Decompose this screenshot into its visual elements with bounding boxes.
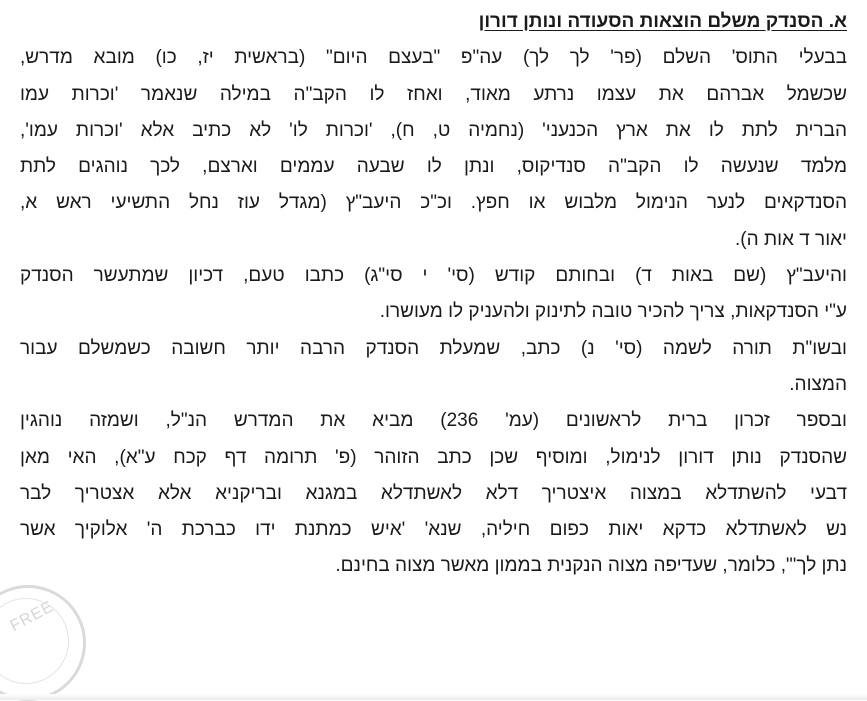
paragraph-line: המצוה. bbox=[789, 373, 847, 395]
document-body bbox=[20, 4, 847, 585]
section-heading: א. הסנדק משלם הוצאות הסעודה ונותן דורון bbox=[478, 11, 847, 32]
paragraph-line: ובשו"ת תורה לשמה (סי' נ) כתב, שמעלת הסנדק הרבה יותר חשובה כשמשלם עבור bbox=[20, 337, 847, 359]
paragraph-3 bbox=[20, 331, 847, 404]
paragraph-1 bbox=[20, 40, 847, 258]
paragraph-line: בבעלי התוס' השלם (פר' לך לך) עה"פ "בעצם היום" (בראשית יז, כו) מובא מדרש, bbox=[20, 47, 847, 69]
paragraph-4 bbox=[20, 403, 847, 584]
section-heading-row bbox=[20, 4, 847, 40]
watermark-stamp bbox=[0, 585, 86, 701]
paragraph-line: הברית לתת לו את ארץ הכנעני' (נחמיה ט, ח), 'וכרות לו' לא כתיב אלא 'וכרות עמו', bbox=[20, 119, 847, 141]
paragraph-line: נש לאשתדלא כדקא יאות כפום חיליה, שנא' 'איש כמתנת ידו כברכת ה' אלוקיך אשר bbox=[20, 519, 847, 541]
paragraph-line: שכשמל אברהם את עצמו נרתע מאוד, ואחז לו הקב"ה במילה שנאמר 'וכרות עמו bbox=[20, 83, 847, 105]
paragraph-line: יאור ד אות ה). bbox=[735, 228, 847, 250]
paragraph-line: הסנדקאים לנער הנימול מלבוש או חפץ. וכ"כ היעב"ץ (מגדל עוז נחל התשיעי ראש א, bbox=[20, 192, 847, 214]
paragraph-line: ובספר זכרון ברית לראשונים (עמ' 236) מביא את המדרש הנ"ל, ושמזה נוהגין bbox=[20, 410, 847, 432]
paragraph-line: מלמד שנעשה לו הקב"ה סנדיקוס, ונתן לו שבעה עממים וארצם, לכך נוהגים לתת bbox=[20, 156, 847, 178]
watermark-text: FREE bbox=[7, 598, 57, 636]
paragraph-line: ע"י הסנדקאות, צריך להכיר טובה לתינוק ולהעניק לו מעושרו. bbox=[379, 301, 847, 323]
paragraph-line: והיעב"ץ (שם באות ד) ובחותם קודש (סי' י סי"ג) כתבו טעם, דכיון שמתעשר הסנדק bbox=[20, 265, 847, 287]
paragraph-line: דבעי להשתדלא במצוה איצטריך דלא לאשתדלא במגנא ובריקניא אלא אצטריך לבר bbox=[20, 482, 847, 504]
page-bottom-edge bbox=[0, 694, 867, 700]
paragraph-line: נתן לך'", כלומר, שעדיפה מצוה הנקנית בממון מאשר מצוה בחינם. bbox=[335, 555, 847, 577]
paragraph-line: שהסנדק נותן דורון לנימול, ומוסיף שכן כתב הזוהר (פ' תרומה דף קכח ע"א), האי מאן bbox=[20, 446, 847, 468]
paragraph-2 bbox=[20, 258, 847, 331]
